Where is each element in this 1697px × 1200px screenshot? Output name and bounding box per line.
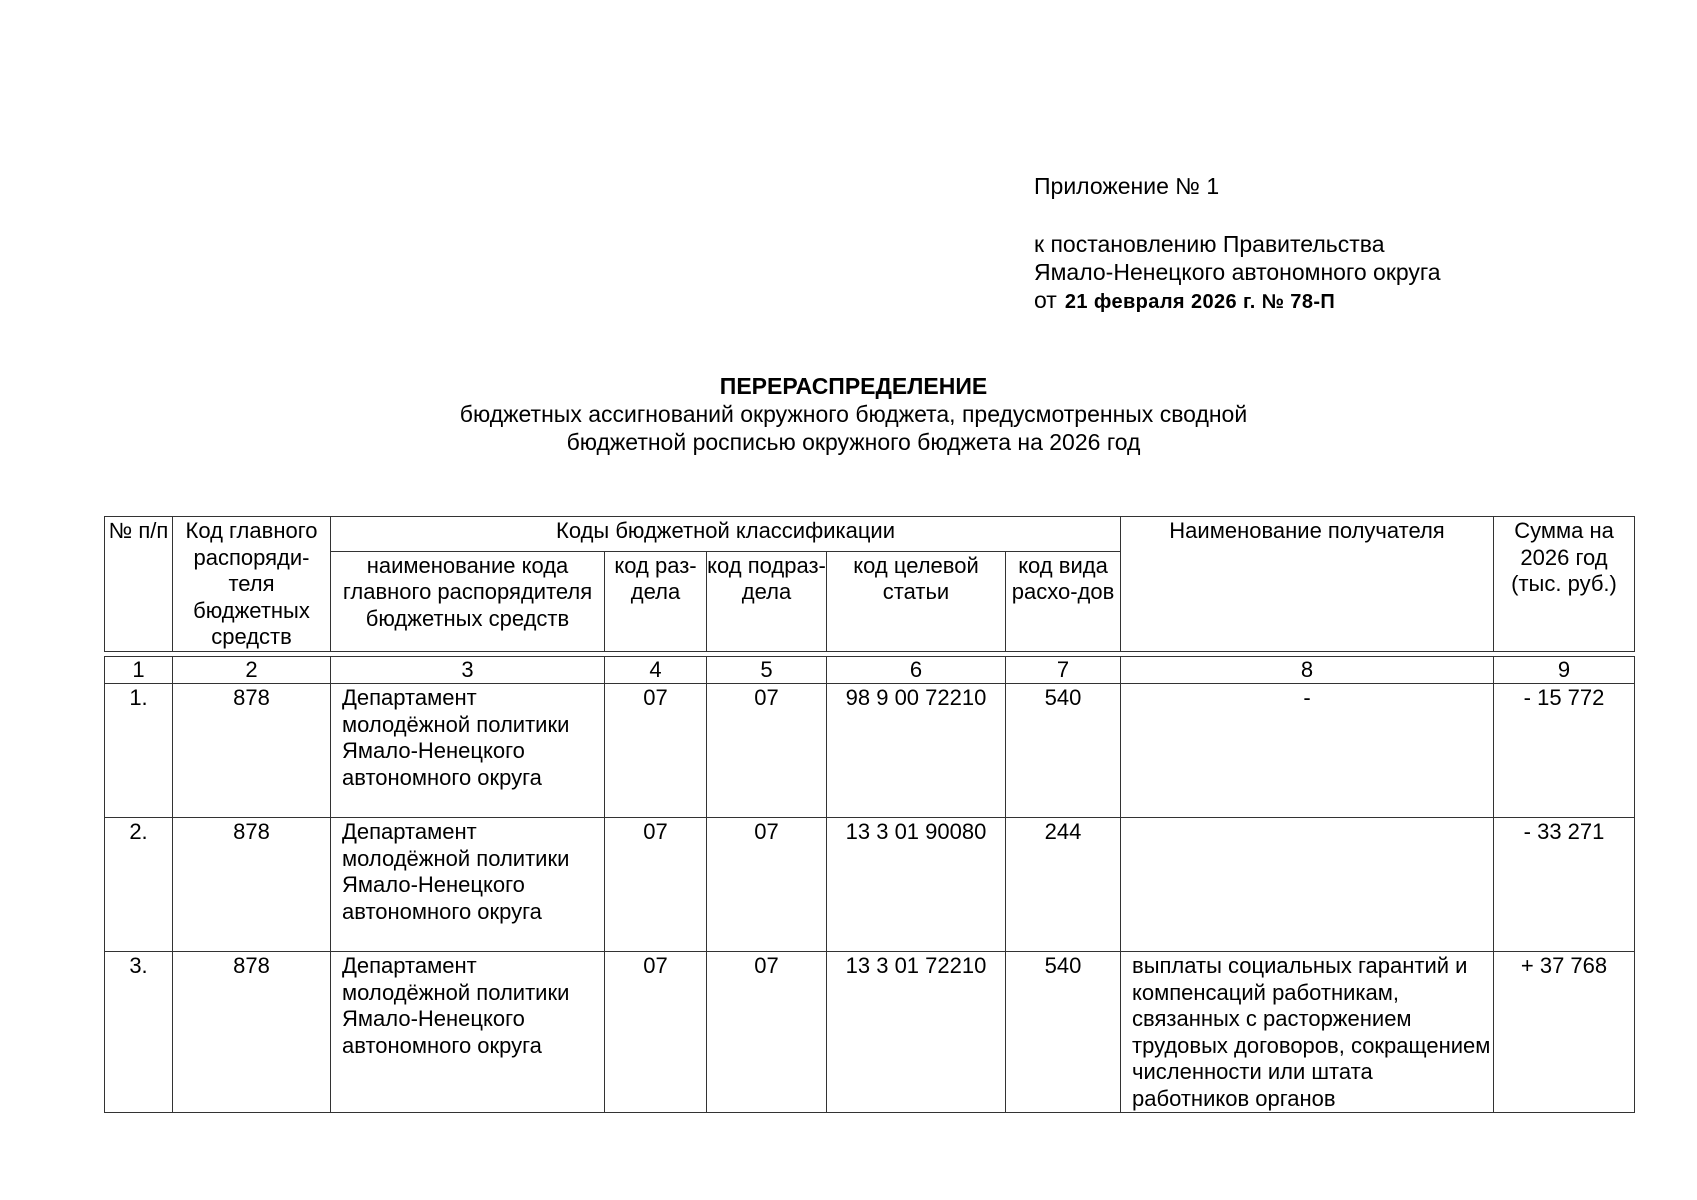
row-num: 1. [105,684,173,818]
row-expense-type: 540 [1006,684,1121,818]
row-sum: - 15 772 [1494,684,1635,818]
row-section: 07 [605,818,707,952]
column-number: 6 [827,656,1006,684]
header-expense-type: код вида расхо-дов [1006,551,1121,651]
column-number: 2 [173,656,331,684]
row-expense-type: 244 [1006,818,1121,952]
row-recipient: - [1121,684,1494,818]
header-recipient: Наименование получателя [1121,517,1494,652]
header-section: код раз-дела [605,551,707,651]
row-expense-type: 540 [1006,952,1121,1113]
resolution-stamp: 21 февраля 2026 г. № 78-П [1064,291,1336,313]
header-gr-name: наименование кода главного распорядителя бюджетных средств [331,551,605,651]
row-sum: - 33 271 [1494,818,1635,952]
row-gr-name: Департамент молодёжной политики Ямало-Ненецкого автономного округа [331,818,605,952]
column-number: 7 [1006,656,1121,684]
header-sum: Сумма на 2026 год (тыс. руб.) [1494,517,1635,652]
row-target: 13 3 01 72210 [827,952,1006,1113]
row-num: 3. [105,952,173,1113]
header-classification: Коды бюджетной классификации [331,517,1121,552]
header-gr-code: Код главного распоряди-теля бюджетных средств [173,517,331,652]
column-number: 8 [1121,656,1494,684]
row-target: 13 3 01 90080 [827,818,1006,952]
column-number-row [105,656,1635,684]
row-gr-name: Департамент молодёжной политики Ямало-Ненецкого автономного округа [331,684,605,818]
title-main: ПЕРЕРАСПРЕДЕЛЕНИЕ [719,373,988,399]
row-section: 07 [605,684,707,818]
row-recipient [1121,818,1494,952]
table-row [105,818,1635,952]
column-number: 1 [105,656,173,684]
header-num: № п/п [105,517,173,652]
row-section: 07 [605,952,707,1113]
column-number: 4 [605,656,707,684]
column-number: 5 [707,656,827,684]
row-gr-code: 878 [173,952,331,1113]
row-recipient: выплаты социальных гарантий и компенсаций работникам, связанных с расторжением трудовых договоров, сокращением численности или штата работников органов [1121,952,1494,1113]
resolution-date-line [1034,286,1441,316]
appendix-number: Приложение № 1 [1034,173,1220,199]
row-target: 98 9 00 72210 [827,684,1006,818]
row-subsection: 07 [707,684,827,818]
spacer [1034,200,1441,230]
document-title [0,372,1697,456]
region-name: Ямало-Ненецкого автономного округа [1034,259,1441,285]
column-number: 3 [331,656,605,684]
title-line-2: бюджетных ассигнований окружного бюджета, предусмотренных сводной [459,401,1248,427]
row-subsection: 07 [707,818,827,952]
header-subsection: код подраз-дела [707,551,827,651]
row-num: 2. [105,818,173,952]
resolution-reference: к постановлению Правительства [1034,231,1385,257]
row-sum: + 37 768 [1494,952,1635,1113]
column-number: 9 [1494,656,1635,684]
appendix-block [1034,172,1441,316]
header-row-1 [105,517,1635,552]
row-gr-name: Департамент молодёжной политики Ямало-Ненецкого автономного округа [331,952,605,1113]
row-gr-code: 878 [173,684,331,818]
row-gr-code: 878 [173,818,331,952]
from-label: от [1034,287,1057,313]
table-row [105,684,1635,818]
table-row [105,952,1635,1113]
redistribution-table [104,516,1635,1113]
row-subsection: 07 [707,952,827,1113]
header-target: код целевой статьи [827,551,1006,651]
title-line-3: бюджетной росписью окружного бюджета на 2026 год [566,429,1141,455]
